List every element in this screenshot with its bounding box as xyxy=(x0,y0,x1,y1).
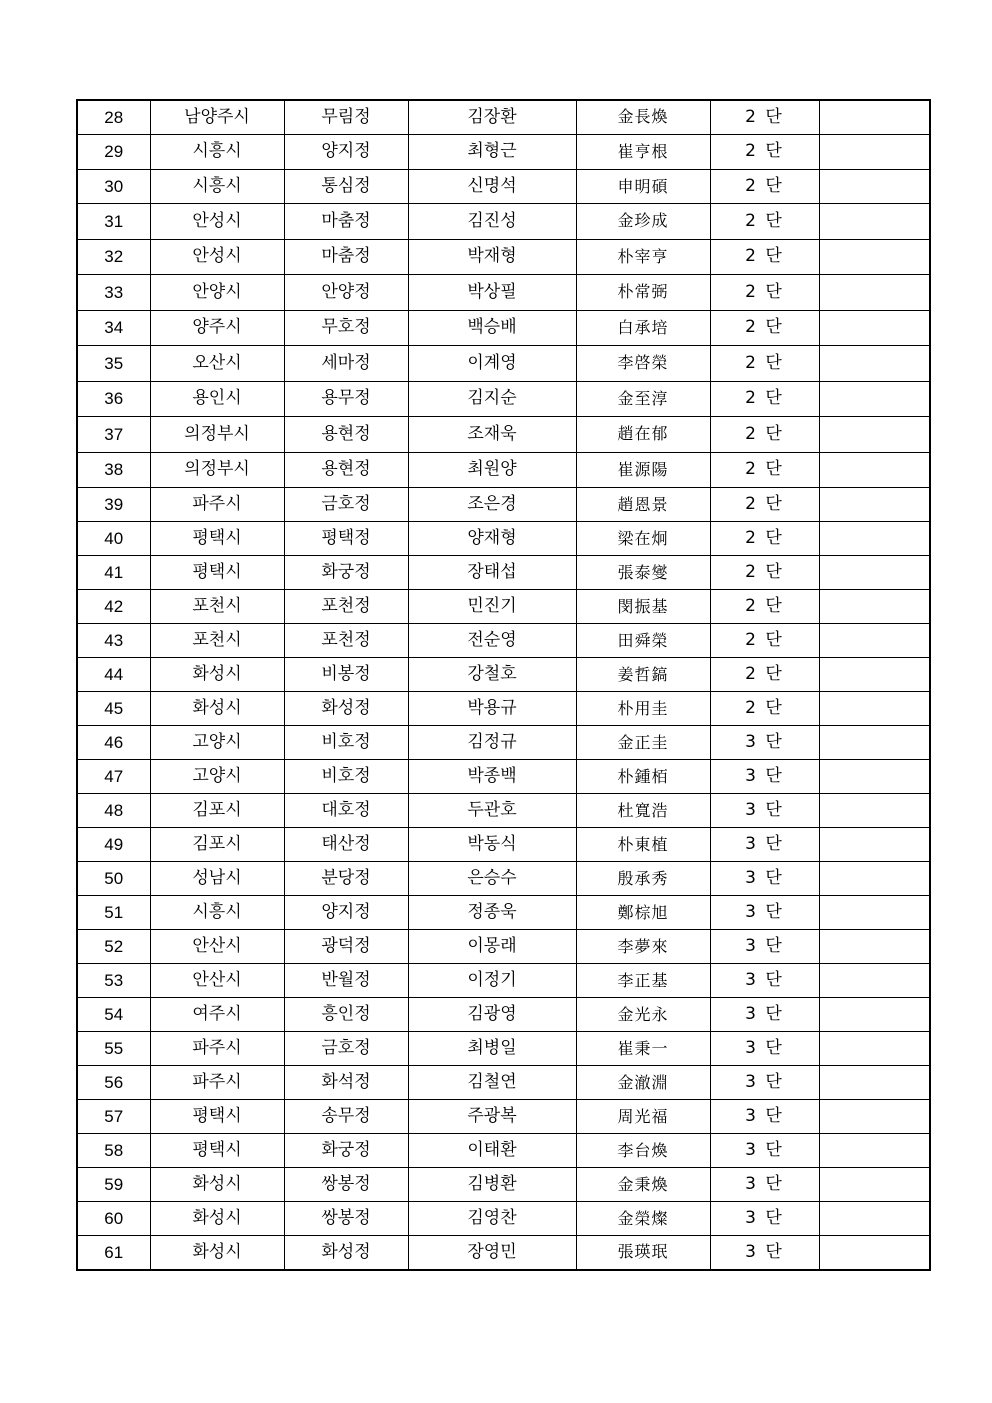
note-cell xyxy=(819,658,930,692)
club-cell: 용무정 xyxy=(284,381,408,417)
hanja-name-cell: 姜哲鎬 xyxy=(576,658,710,692)
row-number: 28 xyxy=(77,100,150,134)
city-cell: 양주시 xyxy=(150,310,284,346)
row-number: 60 xyxy=(77,1202,150,1236)
hanja-name-cell: 李正基 xyxy=(576,964,710,998)
hanja-name-cell: 朴常弼 xyxy=(576,275,710,311)
city-cell: 파주시 xyxy=(150,1032,284,1066)
city-cell: 고양시 xyxy=(150,726,284,760)
dan-rank-cell: 2 단 xyxy=(710,590,819,624)
table-row xyxy=(77,964,930,998)
member-name-cell: 김장환 xyxy=(408,100,576,134)
member-name-cell: 조재욱 xyxy=(408,417,576,453)
dan-rank-cell: 2 단 xyxy=(710,488,819,522)
city-cell: 평택시 xyxy=(150,556,284,590)
row-number: 34 xyxy=(77,310,150,346)
table-row xyxy=(77,417,930,453)
dan-rank-cell: 2 단 xyxy=(710,310,819,346)
row-number: 59 xyxy=(77,1168,150,1202)
table-row xyxy=(77,239,930,275)
club-cell: 포천정 xyxy=(284,590,408,624)
table-row xyxy=(77,100,930,134)
hanja-name-cell: 金正圭 xyxy=(576,726,710,760)
member-name-cell: 김진성 xyxy=(408,204,576,240)
row-number: 55 xyxy=(77,1032,150,1066)
club-cell: 무호정 xyxy=(284,310,408,346)
club-cell: 무림정 xyxy=(284,100,408,134)
city-cell: 여주시 xyxy=(150,998,284,1032)
member-name-cell: 은승수 xyxy=(408,862,576,896)
dan-rank-cell: 3 단 xyxy=(710,1100,819,1134)
dan-rank-cell: 2 단 xyxy=(710,346,819,382)
row-number: 56 xyxy=(77,1066,150,1100)
city-cell: 안양시 xyxy=(150,275,284,311)
table-row xyxy=(77,930,930,964)
table-row xyxy=(77,381,930,417)
note-cell xyxy=(819,170,930,204)
note-cell xyxy=(819,760,930,794)
city-cell: 김포시 xyxy=(150,828,284,862)
club-cell: 양지정 xyxy=(284,896,408,930)
hanja-name-cell: 金至淳 xyxy=(576,381,710,417)
table-row xyxy=(77,1168,930,1202)
dan-rank-cell: 2 단 xyxy=(710,624,819,658)
club-cell: 양지정 xyxy=(284,134,408,170)
member-name-cell: 최병일 xyxy=(408,1032,576,1066)
city-cell: 시흥시 xyxy=(150,896,284,930)
row-number: 53 xyxy=(77,964,150,998)
row-number: 33 xyxy=(77,275,150,311)
note-cell xyxy=(819,794,930,828)
club-cell: 통심정 xyxy=(284,170,408,204)
table-row xyxy=(77,1202,930,1236)
club-cell: 광덕정 xyxy=(284,930,408,964)
note-cell xyxy=(819,1100,930,1134)
city-cell: 오산시 xyxy=(150,346,284,382)
dan-rank-cell: 3 단 xyxy=(710,862,819,896)
dan-rank-cell: 3 단 xyxy=(710,964,819,998)
note-cell xyxy=(819,624,930,658)
city-cell: 포천시 xyxy=(150,624,284,658)
note-cell xyxy=(819,346,930,382)
hanja-name-cell: 朴用圭 xyxy=(576,692,710,726)
row-number: 39 xyxy=(77,488,150,522)
note-cell xyxy=(819,1236,930,1270)
city-cell: 의정부시 xyxy=(150,417,284,453)
row-number: 35 xyxy=(77,346,150,382)
city-cell: 안산시 xyxy=(150,930,284,964)
dan-rank-cell: 2 단 xyxy=(710,204,819,240)
dan-rank-cell: 3 단 xyxy=(710,998,819,1032)
hanja-name-cell: 鄭棕旭 xyxy=(576,896,710,930)
table-row xyxy=(77,760,930,794)
member-name-cell: 이태환 xyxy=(408,1134,576,1168)
table-row xyxy=(77,1032,930,1066)
dan-rank-cell: 2 단 xyxy=(710,275,819,311)
dan-rank-cell: 3 단 xyxy=(710,896,819,930)
roster-table xyxy=(76,99,931,1271)
row-number: 47 xyxy=(77,760,150,794)
hanja-name-cell: 閔振基 xyxy=(576,590,710,624)
club-cell: 세마정 xyxy=(284,346,408,382)
row-number: 30 xyxy=(77,170,150,204)
member-name-cell: 김지순 xyxy=(408,381,576,417)
row-number: 44 xyxy=(77,658,150,692)
city-cell: 성남시 xyxy=(150,862,284,896)
hanja-name-cell: 李台煥 xyxy=(576,1134,710,1168)
note-cell xyxy=(819,1202,930,1236)
note-cell xyxy=(819,556,930,590)
note-cell xyxy=(819,998,930,1032)
club-cell: 평택정 xyxy=(284,522,408,556)
dan-rank-cell: 2 단 xyxy=(710,417,819,453)
row-number: 52 xyxy=(77,930,150,964)
city-cell: 고양시 xyxy=(150,760,284,794)
city-cell: 시흥시 xyxy=(150,134,284,170)
city-cell: 화성시 xyxy=(150,1168,284,1202)
hanja-name-cell: 金澈淵 xyxy=(576,1066,710,1100)
note-cell xyxy=(819,100,930,134)
hanja-name-cell: 金榮燦 xyxy=(576,1202,710,1236)
table-row xyxy=(77,488,930,522)
member-name-cell: 이정기 xyxy=(408,964,576,998)
hanja-name-cell: 李啓榮 xyxy=(576,346,710,382)
note-cell xyxy=(819,1168,930,1202)
club-cell: 태산정 xyxy=(284,828,408,862)
dan-rank-cell: 2 단 xyxy=(710,134,819,170)
dan-rank-cell: 3 단 xyxy=(710,726,819,760)
city-cell: 안성시 xyxy=(150,239,284,275)
city-cell: 용인시 xyxy=(150,381,284,417)
city-cell: 안산시 xyxy=(150,964,284,998)
table-row xyxy=(77,794,930,828)
dan-rank-cell: 3 단 xyxy=(710,1032,819,1066)
hanja-name-cell: 周光福 xyxy=(576,1100,710,1134)
member-name-cell: 민진기 xyxy=(408,590,576,624)
hanja-name-cell: 朴鍾栢 xyxy=(576,760,710,794)
note-cell xyxy=(819,828,930,862)
row-number: 41 xyxy=(77,556,150,590)
hanja-name-cell: 金長煥 xyxy=(576,100,710,134)
member-name-cell: 양재형 xyxy=(408,522,576,556)
club-cell: 화석정 xyxy=(284,1066,408,1100)
member-name-cell: 두관호 xyxy=(408,794,576,828)
member-name-cell: 신명석 xyxy=(408,170,576,204)
member-name-cell: 박재형 xyxy=(408,239,576,275)
roster-body xyxy=(77,100,930,1270)
club-cell: 포천정 xyxy=(284,624,408,658)
row-number: 37 xyxy=(77,417,150,453)
dan-rank-cell: 2 단 xyxy=(710,522,819,556)
hanja-name-cell: 殷承秀 xyxy=(576,862,710,896)
note-cell xyxy=(819,590,930,624)
member-name-cell: 장영민 xyxy=(408,1236,576,1270)
club-cell: 쌍봉정 xyxy=(284,1168,408,1202)
table-row xyxy=(77,658,930,692)
table-row xyxy=(77,556,930,590)
row-number: 49 xyxy=(77,828,150,862)
dan-rank-cell: 3 단 xyxy=(710,760,819,794)
table-row xyxy=(77,1100,930,1134)
dan-rank-cell: 3 단 xyxy=(710,1202,819,1236)
note-cell xyxy=(819,896,930,930)
table-row xyxy=(77,726,930,760)
club-cell: 화성정 xyxy=(284,1236,408,1270)
hanja-name-cell: 張瑛珉 xyxy=(576,1236,710,1270)
club-cell: 안양정 xyxy=(284,275,408,311)
member-name-cell: 백승배 xyxy=(408,310,576,346)
note-cell xyxy=(819,204,930,240)
city-cell: 파주시 xyxy=(150,488,284,522)
hanja-name-cell: 梁在炯 xyxy=(576,522,710,556)
table-row xyxy=(77,692,930,726)
note-cell xyxy=(819,310,930,346)
hanja-name-cell: 白承培 xyxy=(576,310,710,346)
dan-rank-cell: 2 단 xyxy=(710,658,819,692)
note-cell xyxy=(819,862,930,896)
table-row xyxy=(77,1134,930,1168)
city-cell: 안성시 xyxy=(150,204,284,240)
note-cell xyxy=(819,239,930,275)
row-number: 36 xyxy=(77,381,150,417)
row-number: 50 xyxy=(77,862,150,896)
city-cell: 화성시 xyxy=(150,1202,284,1236)
note-cell xyxy=(819,417,930,453)
city-cell: 의정부시 xyxy=(150,452,284,488)
dan-rank-cell: 2 단 xyxy=(710,239,819,275)
dan-rank-cell: 2 단 xyxy=(710,452,819,488)
table-row xyxy=(77,1066,930,1100)
member-name-cell: 전순영 xyxy=(408,624,576,658)
member-name-cell: 강철호 xyxy=(408,658,576,692)
member-name-cell: 박동식 xyxy=(408,828,576,862)
member-name-cell: 최원양 xyxy=(408,452,576,488)
club-cell: 용현정 xyxy=(284,452,408,488)
row-number: 43 xyxy=(77,624,150,658)
city-cell: 김포시 xyxy=(150,794,284,828)
note-cell xyxy=(819,930,930,964)
note-cell xyxy=(819,726,930,760)
row-number: 51 xyxy=(77,896,150,930)
row-number: 54 xyxy=(77,998,150,1032)
club-cell: 금호정 xyxy=(284,488,408,522)
city-cell: 남양주시 xyxy=(150,100,284,134)
dan-rank-cell: 3 단 xyxy=(710,1236,819,1270)
table-row xyxy=(77,828,930,862)
hanja-name-cell: 申明碩 xyxy=(576,170,710,204)
row-number: 48 xyxy=(77,794,150,828)
note-cell xyxy=(819,1032,930,1066)
hanja-name-cell: 朴宰亨 xyxy=(576,239,710,275)
member-name-cell: 정종욱 xyxy=(408,896,576,930)
row-number: 31 xyxy=(77,204,150,240)
note-cell xyxy=(819,1134,930,1168)
row-number: 61 xyxy=(77,1236,150,1270)
table-row xyxy=(77,590,930,624)
table-row xyxy=(77,998,930,1032)
table-row xyxy=(77,204,930,240)
club-cell: 화궁정 xyxy=(284,556,408,590)
hanja-name-cell: 崔秉一 xyxy=(576,1032,710,1066)
hanja-name-cell: 金光永 xyxy=(576,998,710,1032)
note-cell xyxy=(819,275,930,311)
note-cell xyxy=(819,452,930,488)
dan-rank-cell: 3 단 xyxy=(710,1134,819,1168)
member-name-cell: 김정규 xyxy=(408,726,576,760)
row-number: 57 xyxy=(77,1100,150,1134)
dan-rank-cell: 2 단 xyxy=(710,100,819,134)
hanja-name-cell: 張泰燮 xyxy=(576,556,710,590)
hanja-name-cell: 崔亨根 xyxy=(576,134,710,170)
note-cell xyxy=(819,522,930,556)
club-cell: 송무정 xyxy=(284,1100,408,1134)
hanja-name-cell: 金秉煥 xyxy=(576,1168,710,1202)
dan-rank-cell: 3 단 xyxy=(710,930,819,964)
hanja-name-cell: 趙恩景 xyxy=(576,488,710,522)
club-cell: 용현정 xyxy=(284,417,408,453)
table-row xyxy=(77,170,930,204)
dan-rank-cell: 2 단 xyxy=(710,692,819,726)
note-cell xyxy=(819,964,930,998)
club-cell: 마춤정 xyxy=(284,204,408,240)
note-cell xyxy=(819,134,930,170)
member-name-cell: 박용규 xyxy=(408,692,576,726)
club-cell: 비호정 xyxy=(284,760,408,794)
row-number: 32 xyxy=(77,239,150,275)
row-number: 46 xyxy=(77,726,150,760)
city-cell: 화성시 xyxy=(150,1236,284,1270)
note-cell xyxy=(819,381,930,417)
city-cell: 시흥시 xyxy=(150,170,284,204)
dan-rank-cell: 2 단 xyxy=(710,170,819,204)
city-cell: 평택시 xyxy=(150,1100,284,1134)
dan-rank-cell: 3 단 xyxy=(710,828,819,862)
table-row xyxy=(77,134,930,170)
member-name-cell: 김병환 xyxy=(408,1168,576,1202)
hanja-name-cell: 趙在郁 xyxy=(576,417,710,453)
club-cell: 분당정 xyxy=(284,862,408,896)
row-number: 42 xyxy=(77,590,150,624)
table-row xyxy=(77,522,930,556)
hanja-name-cell: 杜寬浩 xyxy=(576,794,710,828)
hanja-name-cell: 崔源陽 xyxy=(576,452,710,488)
table-row xyxy=(77,275,930,311)
note-cell xyxy=(819,692,930,726)
row-number: 40 xyxy=(77,522,150,556)
table-row xyxy=(77,310,930,346)
city-cell: 평택시 xyxy=(150,522,284,556)
table-row xyxy=(77,896,930,930)
club-cell: 화궁정 xyxy=(284,1134,408,1168)
club-cell: 마춤정 xyxy=(284,239,408,275)
member-name-cell: 김철연 xyxy=(408,1066,576,1100)
row-number: 45 xyxy=(77,692,150,726)
table-row xyxy=(77,1236,930,1270)
note-cell xyxy=(819,488,930,522)
member-name-cell: 주광복 xyxy=(408,1100,576,1134)
member-name-cell: 박상필 xyxy=(408,275,576,311)
member-name-cell: 최형근 xyxy=(408,134,576,170)
row-number: 38 xyxy=(77,452,150,488)
club-cell: 금호정 xyxy=(284,1032,408,1066)
hanja-name-cell: 李夢來 xyxy=(576,930,710,964)
club-cell: 화성정 xyxy=(284,692,408,726)
city-cell: 포천시 xyxy=(150,590,284,624)
member-name-cell: 이몽래 xyxy=(408,930,576,964)
member-name-cell: 김광영 xyxy=(408,998,576,1032)
table-row xyxy=(77,346,930,382)
club-cell: 대호정 xyxy=(284,794,408,828)
club-cell: 반월정 xyxy=(284,964,408,998)
city-cell: 파주시 xyxy=(150,1066,284,1100)
club-cell: 쌍봉정 xyxy=(284,1202,408,1236)
member-name-cell: 조은경 xyxy=(408,488,576,522)
member-name-cell: 박종백 xyxy=(408,760,576,794)
dan-rank-cell: 2 단 xyxy=(710,381,819,417)
table-row xyxy=(77,452,930,488)
hanja-name-cell: 田舜榮 xyxy=(576,624,710,658)
dan-rank-cell: 2 단 xyxy=(710,556,819,590)
club-cell: 흥인정 xyxy=(284,998,408,1032)
row-number: 29 xyxy=(77,134,150,170)
club-cell: 비호정 xyxy=(284,726,408,760)
hanja-name-cell: 金珍成 xyxy=(576,204,710,240)
note-cell xyxy=(819,1066,930,1100)
dan-rank-cell: 3 단 xyxy=(710,1168,819,1202)
table-row xyxy=(77,862,930,896)
member-name-cell: 김영찬 xyxy=(408,1202,576,1236)
row-number: 58 xyxy=(77,1134,150,1168)
table-row xyxy=(77,624,930,658)
dan-rank-cell: 3 단 xyxy=(710,1066,819,1100)
member-name-cell: 이계영 xyxy=(408,346,576,382)
dan-rank-cell: 3 단 xyxy=(710,794,819,828)
club-cell: 비봉정 xyxy=(284,658,408,692)
member-name-cell: 장태섭 xyxy=(408,556,576,590)
city-cell: 화성시 xyxy=(150,658,284,692)
hanja-name-cell: 朴東植 xyxy=(576,828,710,862)
city-cell: 화성시 xyxy=(150,692,284,726)
city-cell: 평택시 xyxy=(150,1134,284,1168)
